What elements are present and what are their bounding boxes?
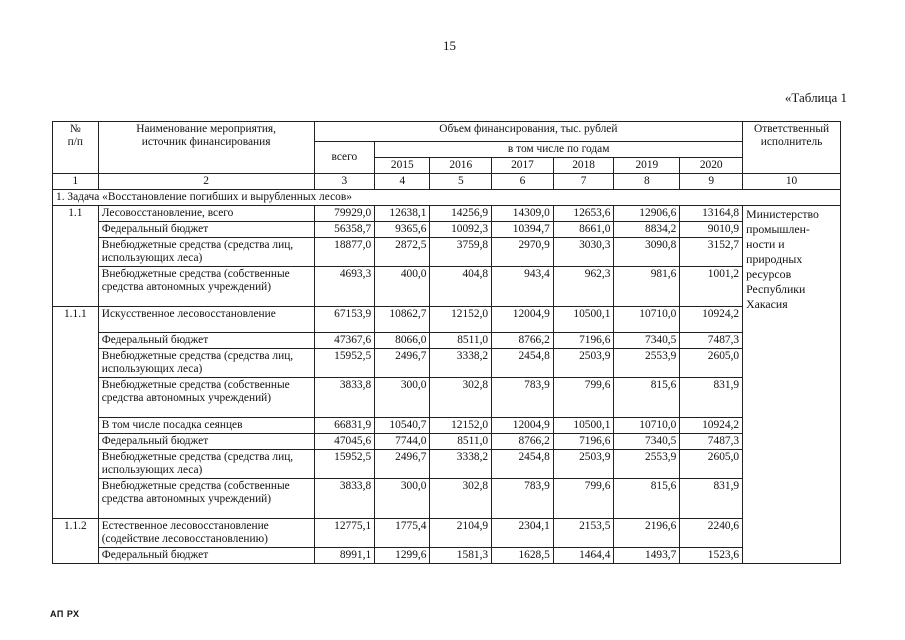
row-year-value: 7340,5 bbox=[614, 434, 680, 450]
row-year-value: 10500,1 bbox=[553, 418, 614, 434]
row-name: В том числе посадка сеянцев bbox=[98, 418, 314, 434]
row-year-value: 10394,7 bbox=[492, 222, 554, 238]
row-year-value: 12152,0 bbox=[430, 307, 492, 333]
table-row bbox=[53, 349, 841, 378]
row-year-value: 12004,9 bbox=[492, 418, 554, 434]
header-year: 2015 bbox=[375, 158, 430, 174]
row-year-value: 302,8 bbox=[430, 378, 492, 418]
page-number: 15 bbox=[443, 38, 456, 53]
row-year-value: 2104,9 bbox=[430, 519, 492, 548]
row-year-value: 2454,8 bbox=[492, 349, 554, 378]
row-year-value: 2553,9 bbox=[614, 450, 680, 479]
row-name: Естественное лесовосстановление (содействие лесовосстановлению) bbox=[98, 519, 314, 548]
row-year-value: 2503,9 bbox=[553, 450, 614, 479]
row-year-value: 404,8 bbox=[430, 267, 492, 307]
row-year-value: 14309,0 bbox=[492, 206, 554, 222]
row-year-value: 1464,4 bbox=[553, 548, 614, 564]
header-year: 2017 bbox=[492, 158, 554, 174]
row-name: Федеральный бюджет bbox=[98, 548, 314, 564]
column-number: 5 bbox=[430, 174, 492, 190]
row-total: 15952,5 bbox=[314, 450, 375, 479]
row-year-value: 8834,2 bbox=[614, 222, 680, 238]
row-year-value: 8766,2 bbox=[492, 434, 554, 450]
row-total: 66831,9 bbox=[314, 418, 375, 434]
row-year-value: 400,0 bbox=[375, 267, 430, 307]
table-caption: «Таблица 1 bbox=[784, 90, 847, 105]
footer-mark: АП РХ bbox=[50, 609, 80, 619]
row-total: 15952,5 bbox=[314, 349, 375, 378]
row-year-value: 962,3 bbox=[553, 267, 614, 307]
row-year-value: 300,0 bbox=[375, 479, 430, 519]
row-year-value: 783,9 bbox=[492, 378, 554, 418]
row-year-value: 1628,5 bbox=[492, 548, 554, 564]
column-number: 2 bbox=[98, 174, 314, 190]
row-name: Федеральный бюджет bbox=[98, 434, 314, 450]
row-total: 18877,0 bbox=[314, 238, 375, 267]
row-name: Федеральный бюджет bbox=[98, 222, 314, 238]
row-year-value: 7744,0 bbox=[375, 434, 430, 450]
header-total: всего bbox=[314, 142, 375, 174]
row-year-value: 3338,2 bbox=[430, 450, 492, 479]
row-year-value: 10500,1 bbox=[553, 307, 614, 333]
row-year-value: 815,6 bbox=[614, 479, 680, 519]
table-row bbox=[53, 450, 841, 479]
row-year-value: 2872,5 bbox=[375, 238, 430, 267]
header-year: 2018 bbox=[553, 158, 614, 174]
row-year-value: 302,8 bbox=[430, 479, 492, 519]
row-year-value: 3759,8 bbox=[430, 238, 492, 267]
row-year-value: 783,9 bbox=[492, 479, 554, 519]
row-year-value: 2304,1 bbox=[492, 519, 554, 548]
row-year-value: 10862,7 bbox=[375, 307, 430, 333]
row-year-value: 3030,3 bbox=[553, 238, 614, 267]
row-name: Внебюджетные средства (собственные средства автономных учреждений) bbox=[98, 378, 314, 418]
row-year-value: 10924,2 bbox=[680, 418, 743, 434]
column-number: 9 bbox=[680, 174, 743, 190]
column-number: 3 bbox=[314, 174, 375, 190]
row-total: 47367,6 bbox=[314, 333, 375, 349]
column-number: 7 bbox=[553, 174, 614, 190]
row-year-value: 8661,0 bbox=[553, 222, 614, 238]
column-number: 6 bbox=[492, 174, 554, 190]
table-row bbox=[53, 267, 841, 307]
row-year-value: 12638,1 bbox=[375, 206, 430, 222]
row-year-value: 2605,0 bbox=[680, 349, 743, 378]
responsible-executor: Министерство промышлен-ности и природных ресурсов Республики Хакасия bbox=[743, 206, 841, 564]
row-year-value: 13164,8 bbox=[680, 206, 743, 222]
row-year-value: 1001,2 bbox=[680, 267, 743, 307]
table-row bbox=[53, 418, 841, 434]
header-year: 2016 bbox=[430, 158, 492, 174]
row-total: 56358,7 bbox=[314, 222, 375, 238]
section-title: 1. Задача «Восстановление погибших и вырубленных лесов» bbox=[53, 190, 841, 206]
row-year-value: 2553,9 bbox=[614, 349, 680, 378]
row-name: Искусственное лесовосстановление bbox=[98, 307, 314, 333]
row-year-value: 831,9 bbox=[680, 479, 743, 519]
row-year-value: 12906,6 bbox=[614, 206, 680, 222]
row-year-value: 2496,7 bbox=[375, 349, 430, 378]
row-year-value: 7487,3 bbox=[680, 434, 743, 450]
row-year-value: 1523,6 bbox=[680, 548, 743, 564]
header-name: Наименование мероприятия, источник финансирования bbox=[98, 122, 314, 174]
row-year-value: 1581,3 bbox=[430, 548, 492, 564]
header-year: 2020 bbox=[680, 158, 743, 174]
row-number: 1.1 bbox=[53, 206, 99, 307]
row-year-value: 1775,4 bbox=[375, 519, 430, 548]
row-year-value: 3338,2 bbox=[430, 349, 492, 378]
row-year-value: 9365,6 bbox=[375, 222, 430, 238]
row-year-value: 7487,3 bbox=[680, 333, 743, 349]
row-year-value: 8066,0 bbox=[375, 333, 430, 349]
row-year-value: 12152,0 bbox=[430, 418, 492, 434]
column-number: 8 bbox=[614, 174, 680, 190]
header-year: 2019 bbox=[614, 158, 680, 174]
row-year-value: 8511,0 bbox=[430, 333, 492, 349]
row-name: Лесовосстановление, всего bbox=[98, 206, 314, 222]
row-year-value: 2240,6 bbox=[680, 519, 743, 548]
row-year-value: 981,6 bbox=[614, 267, 680, 307]
row-year-value: 1299,6 bbox=[375, 548, 430, 564]
row-year-value: 10092,3 bbox=[430, 222, 492, 238]
row-name: Внебюджетные средства (средства лиц, использующих леса) bbox=[98, 238, 314, 267]
table-row bbox=[53, 548, 841, 564]
table-row bbox=[53, 222, 841, 238]
row-name: Федеральный бюджет bbox=[98, 333, 314, 349]
row-year-value: 300,0 bbox=[375, 378, 430, 418]
row-total: 8991,1 bbox=[314, 548, 375, 564]
table-row bbox=[53, 206, 841, 222]
row-year-value: 12653,6 bbox=[553, 206, 614, 222]
row-year-value: 9010,9 bbox=[680, 222, 743, 238]
column-number: 10 bbox=[743, 174, 841, 190]
row-year-value: 3090,8 bbox=[614, 238, 680, 267]
row-year-value: 10924,2 bbox=[680, 307, 743, 333]
row-year-value: 831,9 bbox=[680, 378, 743, 418]
row-total: 3833,8 bbox=[314, 378, 375, 418]
row-year-value: 2503,9 bbox=[553, 349, 614, 378]
table-row bbox=[53, 378, 841, 418]
table-row bbox=[53, 479, 841, 519]
header-volume: Объем финансирования, тыс. рублей bbox=[314, 122, 743, 142]
row-name: Внебюджетные средства (собственные средства автономных учреждений) bbox=[98, 479, 314, 519]
header-responsible: Ответственный исполнитель bbox=[743, 122, 841, 174]
column-number: 1 bbox=[53, 174, 99, 190]
table-row bbox=[53, 333, 841, 349]
row-total: 47045,6 bbox=[314, 434, 375, 450]
row-year-value: 10540,7 bbox=[375, 418, 430, 434]
row-year-value: 8511,0 bbox=[430, 434, 492, 450]
table-row bbox=[53, 434, 841, 450]
row-year-value: 14256,9 bbox=[430, 206, 492, 222]
row-year-value: 2970,9 bbox=[492, 238, 554, 267]
row-year-value: 2454,8 bbox=[492, 450, 554, 479]
row-year-value: 12004,9 bbox=[492, 307, 554, 333]
financing-table bbox=[52, 121, 841, 564]
header-by-years: в том числе по годам bbox=[375, 142, 743, 158]
row-total: 4693,3 bbox=[314, 267, 375, 307]
row-year-value: 8766,2 bbox=[492, 333, 554, 349]
row-year-value: 7196,6 bbox=[553, 333, 614, 349]
row-year-value: 799,6 bbox=[553, 479, 614, 519]
row-total: 3833,8 bbox=[314, 479, 375, 519]
row-number: 1.1.2 bbox=[53, 519, 99, 564]
row-year-value: 943,4 bbox=[492, 267, 554, 307]
header-num: № п/п bbox=[53, 122, 99, 174]
table-row bbox=[53, 519, 841, 548]
row-year-value: 10710,0 bbox=[614, 418, 680, 434]
row-year-value: 3152,7 bbox=[680, 238, 743, 267]
row-total: 67153,9 bbox=[314, 307, 375, 333]
row-year-value: 815,6 bbox=[614, 378, 680, 418]
row-year-value: 1493,7 bbox=[614, 548, 680, 564]
table-row bbox=[53, 238, 841, 267]
row-name: Внебюджетные средства (средства лиц, использующих леса) bbox=[98, 450, 314, 479]
table-row bbox=[53, 307, 841, 333]
row-number: 1.1.1 bbox=[53, 307, 99, 519]
row-name: Внебюджетные средства (средства лиц, использующих леса) bbox=[98, 349, 314, 378]
row-name: Внебюджетные средства (собственные средства автономных учреждений) bbox=[98, 267, 314, 307]
row-year-value: 7196,6 bbox=[553, 434, 614, 450]
row-year-value: 799,6 bbox=[553, 378, 614, 418]
column-number: 4 bbox=[375, 174, 430, 190]
row-year-value: 2153,5 bbox=[553, 519, 614, 548]
row-year-value: 2496,7 bbox=[375, 450, 430, 479]
row-year-value: 7340,5 bbox=[614, 333, 680, 349]
row-total: 12775,1 bbox=[314, 519, 375, 548]
row-total: 79929,0 bbox=[314, 206, 375, 222]
row-year-value: 2196,6 bbox=[614, 519, 680, 548]
row-year-value: 10710,0 bbox=[614, 307, 680, 333]
row-year-value: 2605,0 bbox=[680, 450, 743, 479]
